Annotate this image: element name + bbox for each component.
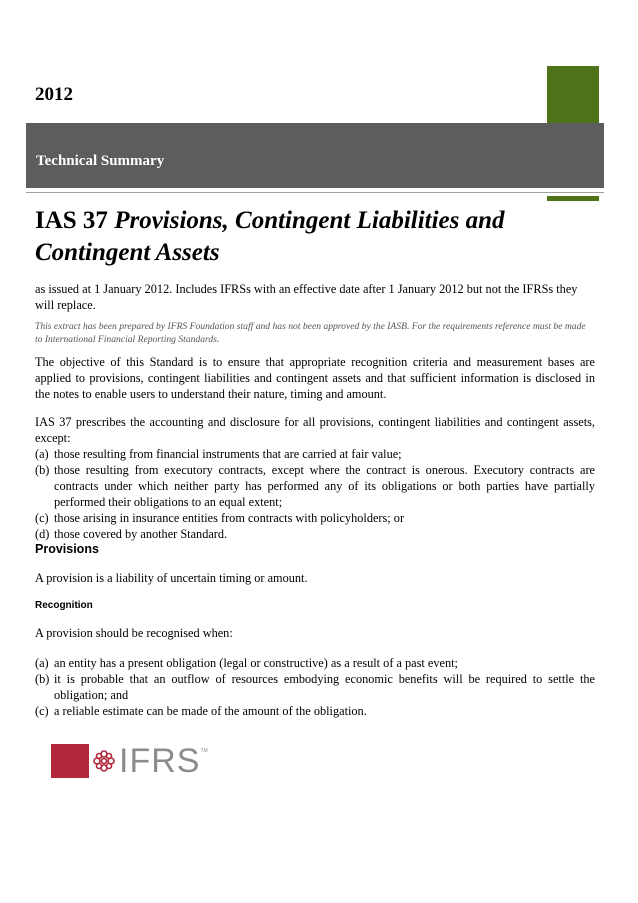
title-name-line2: Contingent Assets [35,239,220,266]
logo-text: IFRS [119,742,201,780]
list-item: (c) a reliable estimate can be made of the amount of the obligation. [35,704,367,718]
logo-trademark: TM [200,748,208,754]
green-accent-line [547,196,599,201]
year-heading: 2012 [35,84,73,105]
recognition-list [35,655,595,719]
list-item: (c) those arising in insurance entities from contracts with policyholders; or [35,511,405,525]
logo-red-block [51,744,89,778]
recognition-intro: A provision should be recognised when: [35,626,233,640]
objective-paragraph: The objective of this Standard is to ensure that appropriate recognition criteria and measurement bases are applied to provisions, contingent liabilities and contingent assets and that sufficient information is disclosed in the notes to enable users to understand their nature, timing and amount. [35,355,595,401]
title-standard: IAS 37 [35,207,108,234]
header-band-label: Technical Summary [36,153,165,169]
title-name-line1: Provisions, Contingent Liabilities and [114,207,505,234]
header-band [26,123,604,188]
list-item: (a) an entity has a present obligation (legal or constructive) as a result of a past event; [35,656,458,670]
scope-intro: IAS 37 prescribes the accounting and disclosure for all provisions, contingent liabilities and contingent assets, except: [35,415,595,445]
list-item: (b) those resulting from executory contracts, except where the contract is onerous. Executory contracts are contracts under which neither party has performed any of its obligations or both parties have partially performed their obligations to an equal extent; [35,463,595,509]
header-rule [26,192,604,193]
ifrs-logo [51,744,208,778]
list-item: (b) it is probable that an outflow of resources embodying economic benefits will be required to settle the obligation; and [35,672,595,702]
list-item: (d) those covered by another Standard. [35,527,228,541]
provisions-heading: Provisions [35,542,99,556]
scope-list [35,446,595,542]
issued-note: as issued at 1 January 2012. Includes IFRSs with an effective date after 1 January 2012 but not the IFRSs they will replace. [35,282,578,312]
provision-definition: A provision is a liability of uncertain timing or amount. [35,571,308,585]
recognition-heading: Recognition [35,600,93,611]
document-title [35,205,595,269]
ifrs-flower-icon [93,750,115,772]
list-item: (a) those resulting from financial instruments that are carried at fair value; [35,447,402,461]
disclaimer-note: This extract has been prepared by IFRS Foundation staff and has not been approved by the IASB. For the requirements reference must be made to International Financial Reporting Standards. [35,321,586,345]
